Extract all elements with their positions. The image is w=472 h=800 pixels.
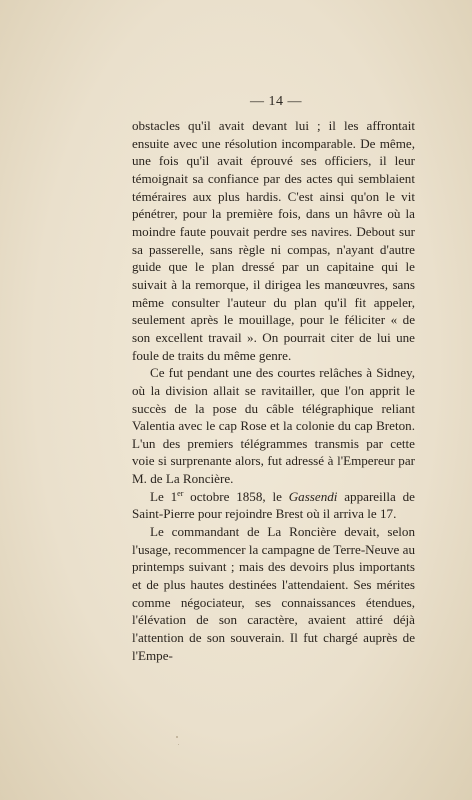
ship-name: Gassendi — [288, 488, 338, 504]
paper-speck — [178, 744, 179, 745]
paragraph-text: appareilla de Saint-Pierre pour rejoindre Brest où il arriva le 17. — [132, 488, 415, 522]
paragraph-text: Le commandant de La Roncière devait, selon l'usage, recommencer la campagne de Terre-Neuve au printemps suivant ; mais des devoirs plus importants et de plus hautes destinées l'attendaient. Ses mérites comme négociateur, ses connaissances étendues, l'élévation de son caractère, avaient attiré déjà l'attention de son souverain. Il fut chargé auprès de l'Empe- — [132, 524, 415, 663]
paragraph-text: octobre 1858, le — [183, 488, 289, 504]
paragraph-4 — [132, 523, 415, 664]
paragraph-2 — [132, 364, 415, 488]
paragraph-text: Ce fut pendant une des courtes relâches à Sidney, où la division allait se ravitailler, que l'on apprit le succès de la pose du câble télégraphique reliant Valentia avec le cap Rose et la colonie du cap Breton. L'un des premiers télégrammes transmis par cette voie si surprenante alors, fut adressé à l'Empereur par M. de La Roncière. — [132, 365, 415, 487]
ordinal-superscript: er — [177, 488, 184, 498]
page-number: — 14 — — [250, 94, 302, 109]
paper-speck — [176, 736, 178, 738]
paragraph-3 — [132, 488, 415, 523]
paragraph-text: obstacles qu'il avait devant lui ; il les affrontait ensuite avec une résolution incomparable. De même, une fois qu'il avait éprouvé ses officiers, il leur témoignait sa confiance par des actes qui semblaient téméraires aux plus hardis. C'est ainsi qu'on le vit pénétrer, pour la première fois, dans un hâvre où la moindre faute pouvait perdre ses navires. Debout sur sa passerelle, sans règle ni compas, n'ayant d'autre guide que le plan dressé par un capitaine qui le suivait à la remorque, il dirigea les manœuvres, sans même consulter l'auteur du plan qu'il fit appeler, seulement après le mouillage, pour le féliciter « de son excellent travail ». On pourrait citer de lui une foule de traits du même genre. — [132, 118, 415, 363]
paragraph-text: Le 1 — [150, 488, 178, 504]
paragraph-1 — [132, 117, 415, 364]
body-text — [132, 117, 415, 664]
